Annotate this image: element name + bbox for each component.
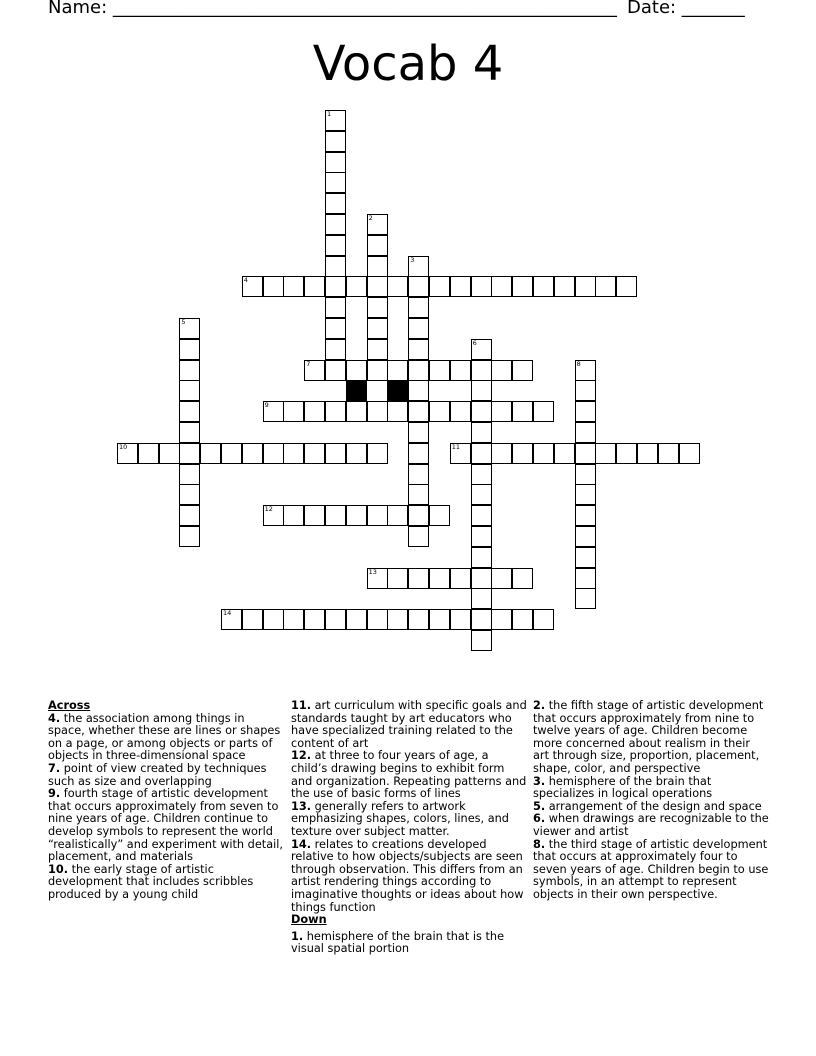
clue-down-8: 8. the third stage of artistic development that occurs at approximately four to seven years of age. Children begin to use symbols, in an attempt to represent objects in their own perspective. [533, 837, 769, 901]
grid-cell[interactable] [429, 505, 450, 526]
grid-cell[interactable] [367, 360, 388, 381]
grid-cell[interactable] [325, 276, 346, 297]
grid-cell[interactable] [575, 505, 596, 526]
grid-cell[interactable] [367, 297, 388, 318]
grid-cell[interactable] [325, 318, 346, 339]
grid-cell[interactable] [159, 443, 180, 464]
grid-cell[interactable] [283, 609, 304, 630]
grid-cell[interactable] [408, 360, 429, 381]
grid-cell[interactable] [575, 568, 596, 589]
grid-cell[interactable] [471, 505, 492, 526]
clue-across-7: 7. point of view created by techniques such as size and overlapping [48, 761, 267, 788]
black-square [346, 380, 367, 401]
grid-cell[interactable] [512, 360, 533, 381]
grid-cell[interactable] [575, 484, 596, 505]
clue-number: 2 [368, 214, 373, 222]
grid-cell[interactable] [450, 360, 471, 381]
grid-cell[interactable] [575, 380, 596, 401]
grid-cell[interactable] [367, 318, 388, 339]
grid-cell[interactable] [533, 401, 554, 422]
grid-cell[interactable] [533, 276, 554, 297]
grid-cell[interactable] [429, 609, 450, 630]
grid-cell[interactable] [283, 401, 304, 422]
grid-cell[interactable] [242, 609, 263, 630]
grid-cell[interactable] [304, 443, 325, 464]
grid-cell[interactable] [637, 443, 658, 464]
grid-cell[interactable] [325, 131, 346, 152]
grid-cell[interactable] [512, 568, 533, 589]
grid-cell[interactable] [283, 505, 304, 526]
grid-cell[interactable] [263, 443, 284, 464]
grid-cell[interactable] [346, 276, 367, 297]
clue-across-13: 13. generally refers to artwork emphasizing shapes, colors, lines, and texture over subject matter. [291, 799, 509, 838]
grid-cell[interactable] [325, 256, 346, 277]
grid-cell[interactable] [325, 297, 346, 318]
grid-cell[interactable] [304, 401, 325, 422]
grid-cell[interactable] [346, 505, 367, 526]
grid-cell[interactable] [408, 568, 429, 589]
grid-cell[interactable] [575, 401, 596, 422]
clue-number: 10 [119, 442, 128, 451]
grid-cell[interactable] [491, 360, 512, 381]
grid-cell[interactable] [554, 443, 575, 464]
grid-cell[interactable] [263, 609, 284, 630]
grid-cell[interactable] [346, 609, 367, 630]
grid-cell[interactable] [471, 443, 492, 464]
grid-cell[interactable] [367, 443, 388, 464]
grid-cell[interactable] [575, 276, 596, 297]
grid-cell[interactable] [325, 152, 346, 173]
grid-cell[interactable] [367, 609, 388, 630]
across-heading: Across [48, 699, 91, 712]
grid-cell[interactable] [283, 443, 304, 464]
grid-cell[interactable] [179, 526, 200, 547]
grid-cell[interactable] [616, 443, 637, 464]
grid-cell[interactable] [408, 339, 429, 360]
grid-cell[interactable] [325, 443, 346, 464]
name-field[interactable]: Name: ________________________________________________________ [48, 0, 617, 18]
grid-cell[interactable] [387, 401, 408, 422]
grid-cell[interactable] [200, 443, 221, 464]
grid-cell[interactable] [471, 484, 492, 505]
grid-cell[interactable] [471, 609, 492, 630]
grid-cell[interactable] [471, 422, 492, 443]
grid-cell[interactable] [554, 276, 575, 297]
grid-cell[interactable] [283, 276, 304, 297]
grid-cell[interactable] [429, 276, 450, 297]
grid-cell[interactable] [408, 401, 429, 422]
grid-cell[interactable] [450, 276, 471, 297]
clue-across-4: 4. the association among things in space, whether these are lines or shapes on a page, or among objects or parts of objects in three-dimensional space [48, 711, 281, 763]
grid-cell[interactable] [575, 547, 596, 568]
grid-cell[interactable] [533, 609, 554, 630]
grid-cell[interactable] [429, 401, 450, 422]
grid-cell[interactable] [575, 443, 596, 464]
grid-cell[interactable] [595, 276, 616, 297]
clue-across-12: 12. at three to four years of age, a child’s drawing begins to exhibit form and organization. Repeating patterns and the use of basic forms of lines [291, 749, 527, 801]
grid-cell[interactable] [179, 360, 200, 381]
grid-cell[interactable] [325, 339, 346, 360]
grid-cell[interactable] [263, 276, 284, 297]
clue-down-2: 2. the fifth stage of artistic development that occurs approximately from nine to twelve years of age. Children become more concerned about realism in their art through size, proportion, placement, shape, color, and perspective [533, 699, 764, 775]
grid-cell[interactable] [408, 297, 429, 318]
grid-cell[interactable] [325, 609, 346, 630]
grid-cell[interactable] [408, 380, 429, 401]
clue-number: 14 [223, 609, 232, 618]
clue-number: 12 [264, 505, 273, 514]
grid-cell[interactable] [367, 401, 388, 422]
grid-cell[interactable] [491, 568, 512, 589]
clue-number: 11 [451, 442, 461, 451]
grid-cell[interactable] [408, 422, 429, 443]
clue-number: 6 [472, 338, 477, 347]
grid-cell[interactable] [408, 484, 429, 505]
grid-cell[interactable] [325, 214, 346, 235]
clue-number: 7 [306, 359, 311, 368]
date-field[interactable]: Date: _______ [627, 0, 745, 18]
down-heading: Down [291, 913, 327, 927]
grid-cell[interactable] [346, 401, 367, 422]
clue-number: 9 [264, 401, 269, 410]
grid-cell[interactable] [450, 568, 471, 589]
grid-cell[interactable] [616, 276, 637, 297]
grid-cell[interactable] [367, 339, 388, 360]
grid-cell[interactable] [471, 547, 492, 568]
clue-number: 13 [368, 567, 377, 576]
clue-down-6: 6. when drawings are recognizable to the viewer and artist [533, 812, 769, 838]
clues-column-1 [48, 700, 284, 902]
clue-number: 1 [327, 110, 332, 118]
grid-cell[interactable] [408, 443, 429, 464]
grid-cell[interactable] [179, 339, 200, 360]
grid-cell[interactable] [325, 172, 346, 193]
grid-cell[interactable] [512, 443, 533, 464]
grid-cell[interactable] [512, 609, 533, 630]
grid-cell[interactable] [367, 505, 388, 526]
grid-cell[interactable] [408, 526, 429, 547]
page-title: Vocab 4 [312, 36, 504, 92]
clue-number: 8 [576, 359, 581, 368]
grid-cell[interactable] [575, 526, 596, 547]
grid-cell[interactable] [367, 235, 388, 256]
grid-cell[interactable] [471, 380, 492, 401]
grid-cell[interactable] [595, 443, 616, 464]
grid-cell[interactable] [325, 401, 346, 422]
grid-cell[interactable] [658, 443, 679, 464]
black-square [387, 380, 408, 401]
grid-cell[interactable] [387, 360, 408, 381]
grid-cell[interactable] [179, 401, 200, 422]
grid-cell[interactable] [491, 443, 512, 464]
grid-cell[interactable] [179, 443, 200, 464]
clue-down-3: 3. hemisphere of the brain that specializes in logical operations [533, 774, 713, 801]
grid-cell[interactable] [575, 422, 596, 443]
grid-cell[interactable] [367, 256, 388, 277]
grid-cell[interactable] [408, 609, 429, 630]
grid-cell[interactable] [408, 318, 429, 339]
clue-across-11: 11. art curriculum with specific goals and standards taught by art educators who have specialized training related to the content of art [291, 699, 527, 750]
grid-cell[interactable] [450, 609, 471, 630]
grid-cell[interactable] [471, 276, 492, 297]
grid-cell[interactable] [491, 401, 512, 422]
grid-cell[interactable] [325, 235, 346, 256]
grid-cell[interactable] [429, 360, 450, 381]
grid-cell[interactable] [471, 464, 492, 485]
clue-number: 4 [243, 276, 248, 285]
grid-cell[interactable] [325, 505, 346, 526]
grid-cell[interactable] [304, 609, 325, 630]
grid-cell[interactable] [512, 401, 533, 422]
grid-cell[interactable] [471, 588, 492, 609]
grid-cell[interactable] [408, 276, 429, 297]
grid-cell[interactable] [367, 276, 388, 297]
grid-cell[interactable] [679, 443, 700, 464]
grid-cell[interactable] [429, 568, 450, 589]
grid-cell[interactable] [221, 443, 242, 464]
clue-number: 5 [181, 318, 186, 326]
grid-cell[interactable] [387, 609, 408, 630]
clues-column-3 [533, 700, 769, 902]
grid-cell[interactable] [512, 276, 533, 297]
grid-cell[interactable] [450, 401, 471, 422]
grid-cell[interactable] [471, 401, 492, 422]
grid-cell[interactable] [179, 505, 200, 526]
grid-cell[interactable] [408, 464, 429, 485]
grid-cell[interactable] [491, 276, 512, 297]
grid-cell[interactable] [387, 276, 408, 297]
clue-down-5: 5. arrangement of the design and space [533, 799, 762, 813]
clue-number: 3 [410, 255, 415, 264]
clue-across-9: 9. fourth stage of artistic development that occurs approximately from seven to nine years of age. Children continue to develop symbols to represent the world “realistically” and experiment with detail, placement, and materials [48, 787, 283, 864]
grid-cell[interactable] [471, 360, 492, 381]
grid-cell[interactable] [346, 443, 367, 464]
grid-cell[interactable] [346, 360, 367, 381]
grid-cell[interactable] [179, 484, 200, 505]
grid-cell[interactable] [325, 360, 346, 381]
clue-across-10: 10. the early stage of artistic development that includes scribbles produced by a young child [48, 862, 254, 901]
grid-cell[interactable] [387, 568, 408, 589]
grid-cell[interactable] [179, 380, 200, 401]
grid-cell[interactable] [179, 422, 200, 443]
grid-cell[interactable] [471, 568, 492, 589]
grid-cell[interactable] [304, 505, 325, 526]
grid-cell[interactable] [304, 276, 325, 297]
clue-across-14: 14. relates to creations developed relative to how objects/subjects are seen through observation. This differs from an artist rendering things according to imaginative thoughts or ideas about how things function [291, 837, 524, 914]
clue-down-1: 1. hemisphere of the brain that is the visual spatial portion [291, 929, 505, 956]
grid-cell[interactable] [491, 609, 512, 630]
grid-cell[interactable] [471, 526, 492, 547]
clues-column-2 [291, 700, 527, 956]
grid-cell[interactable] [533, 443, 554, 464]
grid-cell[interactable] [387, 505, 408, 526]
grid-cell[interactable] [575, 588, 596, 609]
grid-cell[interactable] [325, 193, 346, 214]
grid-cell[interactable] [138, 443, 159, 464]
grid-cell[interactable] [471, 630, 492, 651]
grid-cell[interactable] [575, 464, 596, 485]
grid-cell[interactable] [179, 464, 200, 485]
grid-cell[interactable] [408, 505, 429, 526]
grid-cell[interactable] [242, 443, 263, 464]
